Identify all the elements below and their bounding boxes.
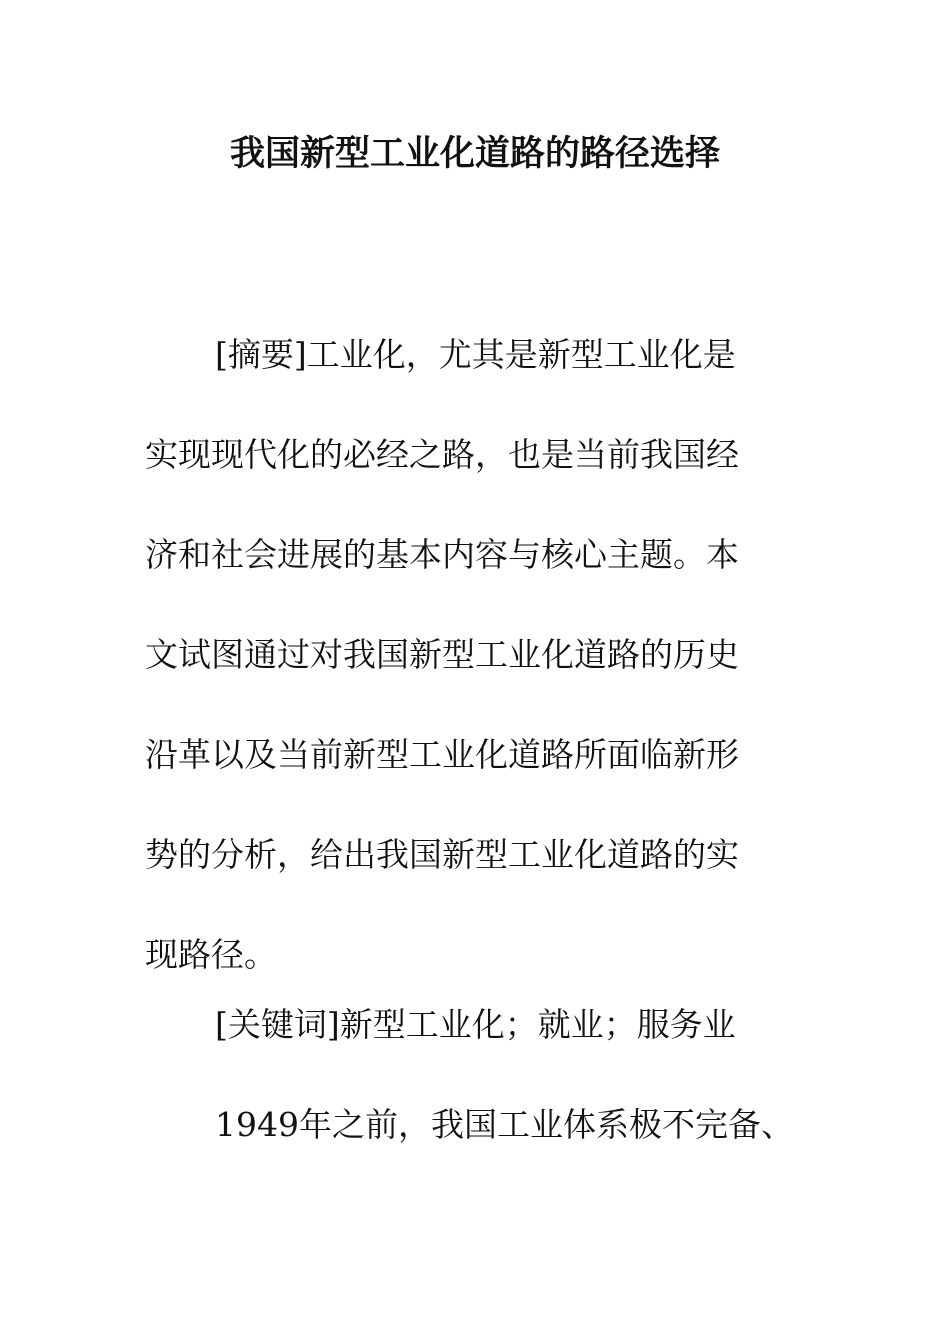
abstract-line: 沿革以及当前新型工业化道路所面临新形	[145, 735, 739, 774]
body-paragraph-start: 1949年之前，我国工业体系极不完备、	[215, 1105, 794, 1144]
abstract-line: 实现现代化的必经之路，也是当前我国经	[145, 435, 739, 474]
abstract-line: 济和社会进展的基本内容与核心主题。本	[145, 535, 739, 574]
abstract-line: 现路径。	[145, 935, 277, 974]
abstract-line: 文试图通过对我国新型工业化道路的历史	[145, 635, 739, 674]
abstract-line: [摘要]工业化，尤其是新型工业化是	[215, 335, 736, 374]
abstract-paragraph	[145, 305, 785, 1005]
document-title: 我国新型工业化道路的路径选择	[229, 134, 720, 174]
abstract-line: 势的分析，给出我国新型工业化道路的实	[145, 835, 739, 874]
keywords-line: [关键词]新型工业化；就业；服务业	[215, 1005, 736, 1044]
